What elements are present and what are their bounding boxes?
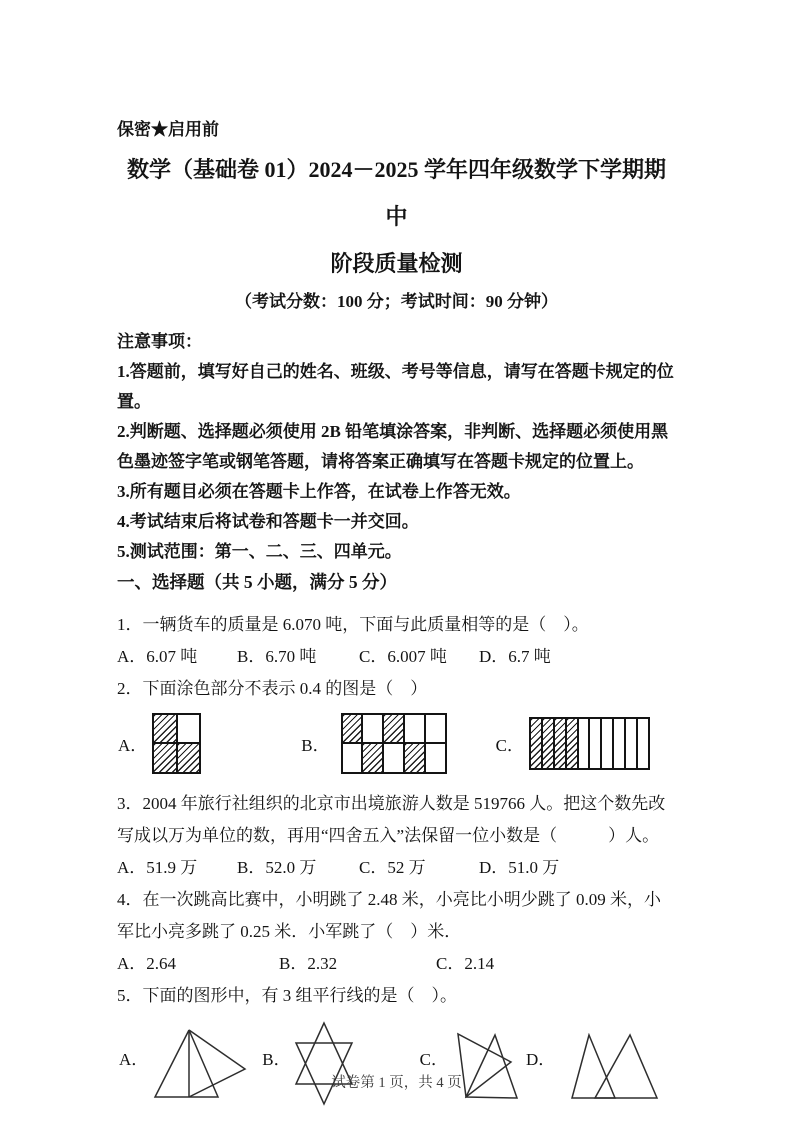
- option-a: A．6.07 吨: [117, 647, 198, 666]
- figure-label-d: D．: [525, 1049, 556, 1069]
- figure-label-c: C．: [495, 735, 524, 755]
- security-notice: 保密★启用前: [117, 120, 219, 139]
- figure-label-a: A．: [118, 735, 148, 755]
- note-item: 4.考试结束后将试卷和答题卡一并交回。: [117, 512, 419, 531]
- page-title: [117, 146, 676, 287]
- figure-label-c: C．: [419, 1049, 448, 1069]
- figure-label-b: B．: [301, 735, 330, 755]
- figure-label-a: A．: [119, 1049, 149, 1069]
- question-4-text: 4．在一次跳高比赛中，小明跳了 2.48 米，小亮比小明少跳了 0.09 米，小军比小亮多跳了 0.25 米．小军跳了（ ）米．: [117, 890, 661, 941]
- note-item: 2.判断题、选择题必须使用 2B 铅笔填涂答案，非判断、选择题必须使用黑色墨迹签字笔或钢笔答题，请将答案正确填写在答题卡规定的位置上。: [117, 422, 669, 471]
- six-pointed-star-figure: [292, 1021, 357, 1106]
- figure-label-b: B．: [262, 1049, 291, 1069]
- question-3-text: 3．2004 年旅行社组织的北京市出境旅游人数是 519766 人。把这个数先改写成以万为单位的数，再用“四舍五入”法保留一位小数是（ ）人。: [117, 794, 666, 845]
- option-c: C．2.14: [436, 954, 495, 973]
- option-b: B．2.32: [279, 954, 338, 973]
- note-item: 5.测试范围：第一、二、三、四单元。: [117, 542, 402, 561]
- shaded-grid-5x2-figure: [341, 713, 447, 774]
- page-title-line2: 阶段质量检测: [330, 251, 463, 276]
- section-title: 一、选择题（共 5 小题，满分 5 分）: [117, 572, 397, 592]
- question-2-figures: [117, 710, 676, 776]
- shaded-strips-figure: [529, 717, 650, 770]
- question-1-text: 1．一辆货车的质量是 6.070 吨，下面与此质量相等的是（ ）。: [117, 615, 589, 634]
- question-5-text: 5．下面的图形中，有 3 组平行线的是（ ）。: [117, 986, 457, 1005]
- question-3-options: [117, 852, 676, 884]
- option-c: C．6.007 吨: [359, 647, 447, 666]
- note-item: 1.答题前，填写好自己的姓名、班级、考号等信息，请写在答题卡规定的位置。: [117, 362, 674, 411]
- note-item: 3.所有题目必须在答题卡上作答，在试卷上作答无效。: [117, 482, 521, 501]
- option-c: C．52 万: [359, 858, 426, 877]
- option-b: B．6.70 吨: [237, 647, 317, 666]
- exam-info: （考试分数：100 分；考试时间：90 分钟）: [235, 292, 558, 311]
- question-1-options: [117, 641, 676, 673]
- question-2-text: 2．下面涂色部分不表示 0.4 的图是（ ）: [117, 679, 428, 698]
- question-4-options: [117, 948, 676, 980]
- option-d: D．6.7 吨: [479, 647, 551, 666]
- option-d: D．51.0 万: [479, 858, 560, 877]
- option-b: B．52.0 万: [237, 858, 317, 877]
- notes-section: [117, 327, 676, 567]
- option-a: A．2.64: [117, 954, 177, 973]
- shaded-grid-2x2-figure: [152, 713, 201, 774]
- page-footer: 试卷第 1 页，共 4 页: [331, 1075, 462, 1091]
- option-a: A．51.9 万: [117, 858, 198, 877]
- page-title-line1: 数学（基础卷 01）2024－2025 学年四年级数学下学期期中: [126, 157, 666, 229]
- notes-heading: 注意事项：: [117, 332, 202, 351]
